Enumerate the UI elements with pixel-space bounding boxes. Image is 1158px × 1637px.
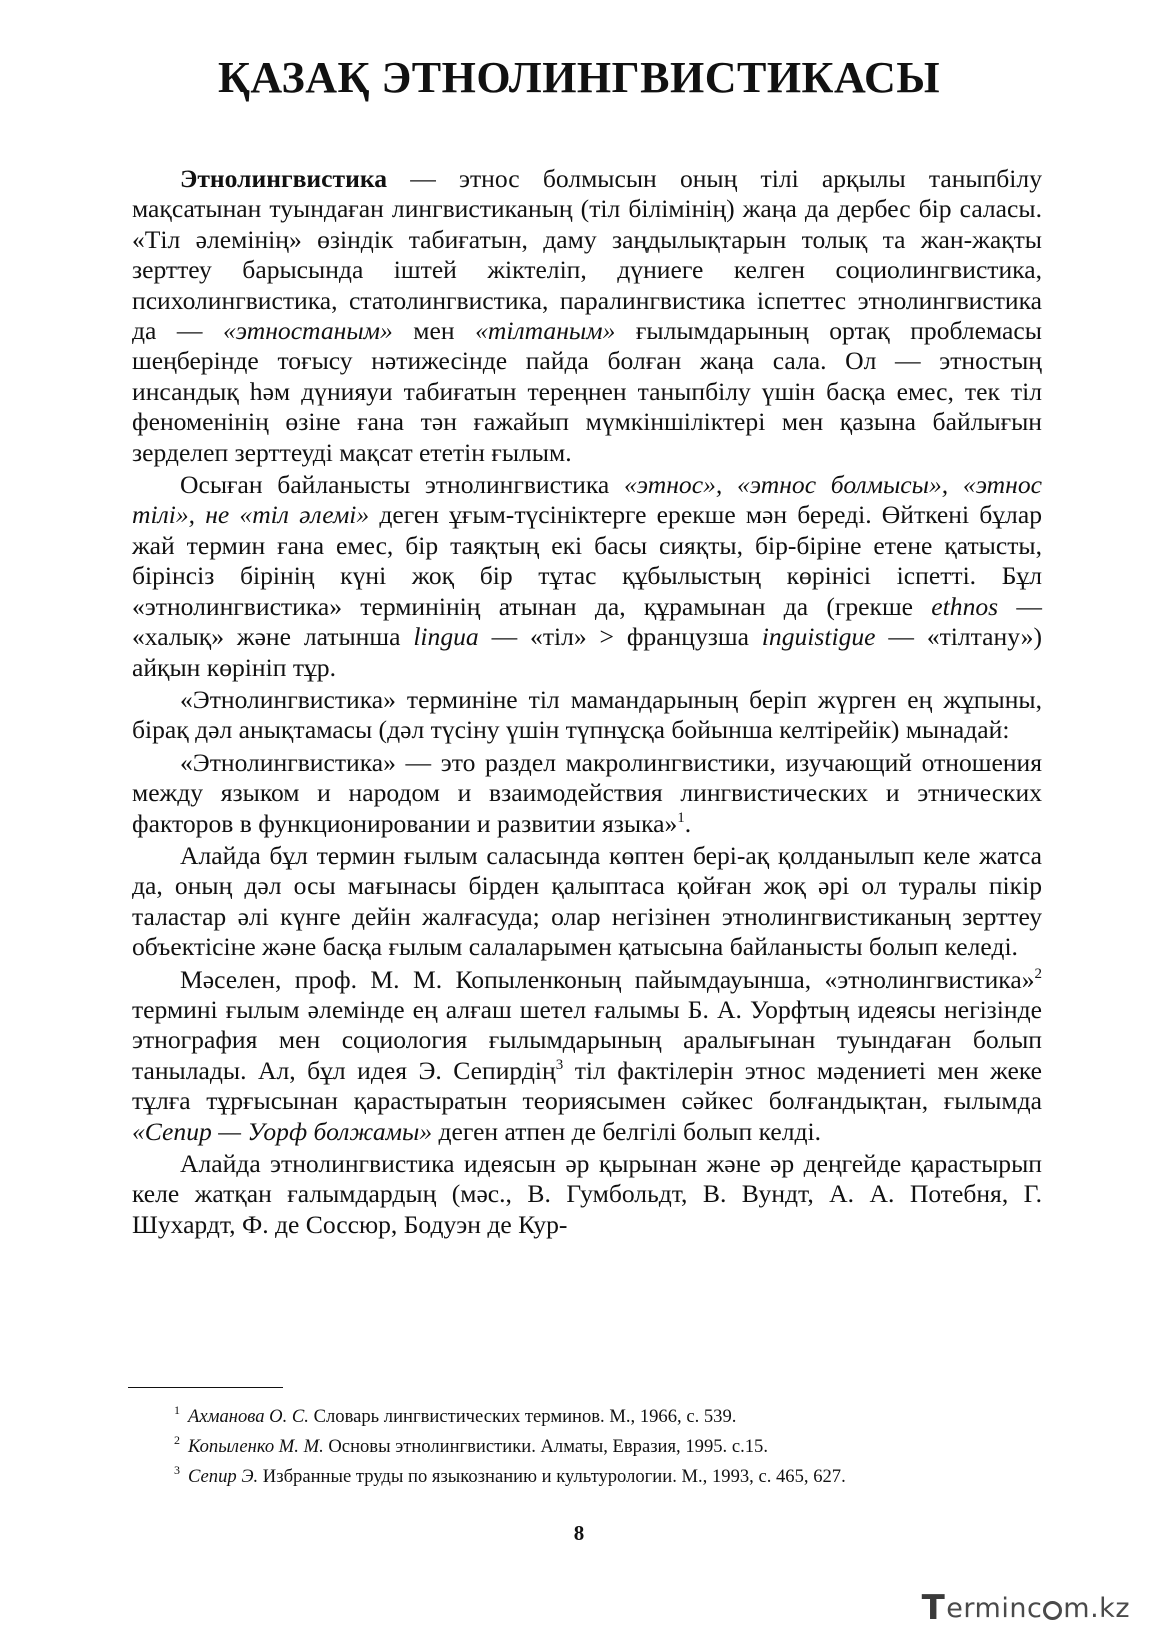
footnote-ref: 3 (555, 1056, 564, 1073)
footnote-3: $^3$ Сепир Э. Избранные труды по языкознанию и культурологии. М., 1993, с. 465, 627. (174, 1463, 846, 1487)
term-bold: Этнолингвистика (180, 164, 388, 193)
footnotes (132, 1402, 1044, 1492)
paragraph-3: «Этнолингвистика» терминіне тіл мамандарының беріп жүрген ең жұпыны, бірақ дәл анықтамасы (дәл түсіну үшін түпнұсқа бойынша келтірейік) мынадай: (132, 684, 1042, 745)
footnote-ref: 1 (677, 809, 685, 826)
paragraph-4-quote: «Этнолингвистика» — это раздел макролингвистики, изучающий отношения между языком и народом и взаимодействия лингвистических и этнических факторов в функционировании и развитии языка»$^1$. (132, 747, 1042, 838)
footnote-divider (128, 1387, 283, 1388)
paragraph-7: Алайда этнолингвистика идеясын әр қырынан және әр деңгейде қарастырып келе жатқан ғалымдардың (мәс., В. Гумбольдт, В. Вундт, А. А. Потебня, Г. Шухардт, Ф. де Соссюр, Бодуэн де Кур- (132, 1149, 1042, 1239)
footnote-1: $^1$ Ахманова О. С. Словарь лингвистических терминов. М., 1966, с. 539. (174, 1403, 737, 1427)
paragraph-1: Этнолингвистика — этнос болмысын оның тілі арқылы таныпбілу мақсатынан туындаған лингвистиканың (тіл білімінің) жаңа да дербес бір саласы. «Тіл әлемінің» өзіндік табиғатын, даму заңдылықтарын толық та жан-жақты зерттеу барысында іштей жіктеліп, дүниеге келген социолингвистика, психолингвистика, статолингвистика, паралингвистика іспеттес этнолингвистика да — «этностаным» мен «тілтаным» ғылымдарының ортақ проблемасы шеңберінде тоғысу нәтижесінде пайда болған жаңа сала. Ол — этностың инсандық һәм дүнияуи табиғатын тереңнен таныпбілу үшін басқа емес, тек тіл феноменінің өзіне ғана тән ғажайып мүмкіншіліктері мен қазына байлығын зерделеп зерттеуді мақсат ететін ғылым. (132, 164, 1042, 467)
paragraph-2: Осыған байланысты этнолингвистика «этнос», «этнос болмысы», «этнос тілі», не «тіл әлемі» деген ұғым-түсініктерге ерекше мән береді. Өйткені бұлар жай термин ғана емес, бір таяқтың екі басы сияқты, бір-біріне етене қатысты, бірінсіз бірінің күні жоқ бір тұтас құбылыстың көрінісі іспетті. Бұл «этнолингвистика» терминінің атынан да, құрамынан да (грекше ethnos — «халық» және латынша lingua — «тіл» > французша inguistigue — «тілтану») айқын көрініп тұр. (132, 470, 1042, 682)
paragraph-6: Мәселен, проф. М. М. Копыленконың пайымдауынша, «этнолингвистика»$^2$ термині ғылым әлемінде ең алғаш шетел ғалымы Б. А. Уорфтың идеясы негізінде этнография мен социология ғылымдарының аралығынан туындаған болып танылады. Ал, бұл идея Э. Сепирдің$^3$ тіл фактілерін этнос мәдениеті мен жеке тұлға тұрғысынан қарастыратын теориясымен сәйкес болғандықтан, ғылымда «Сепир — Уорф болжамы» деген атпен де белгілі болып келді. (132, 964, 1042, 1146)
watermark-logo: T erminc m.kz (921, 1588, 1130, 1628)
paragraph-5: Алайда бұл термин ғылым саласында көптен бері-ақ қолданылып келе жатса да, оның дәл осы мағынасы бірден қалыптаса қойған жоқ әрі ол туралы пікір таластар әлі күнге дейін жалғасуда; олар негізінен этнолингвистиканың зерттеу объектісіне және басқа ғылым салаларымен қатысына байланысты болып келеді. (132, 840, 1042, 962)
body-text (132, 164, 1042, 1242)
footnote-2: $^2$ Копыленко М. М. Основы этнолингвистики. Алматы, Евразия, 1995. с.15. (174, 1433, 768, 1457)
footnote-ref: 2 (1034, 965, 1042, 982)
page-title: ҚАЗАҚ ЭТНОЛИНГВИСТИКАСЫ (217, 53, 941, 102)
ring-o-icon (1043, 1601, 1062, 1620)
page-number: 8 (573, 1521, 585, 1545)
